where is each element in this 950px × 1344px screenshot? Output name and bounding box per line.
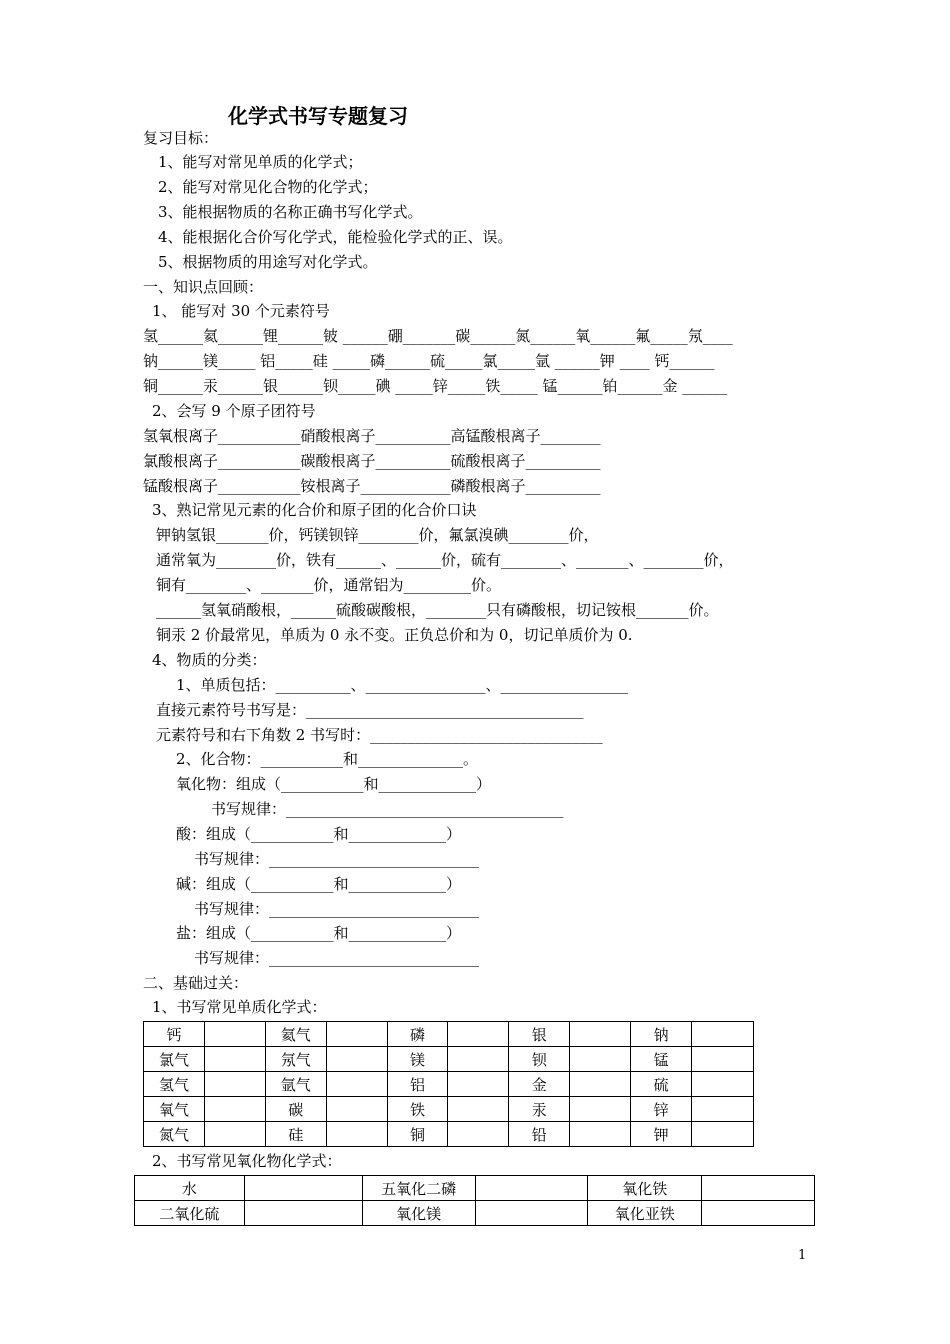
answer-cell[interactable]	[244, 1176, 362, 1201]
answer-cell[interactable]	[448, 1097, 509, 1122]
answer-cell[interactable]	[204, 1047, 265, 1072]
answer-cell[interactable]	[326, 1097, 387, 1122]
table-cell: 磷	[387, 1022, 448, 1047]
answer-cell[interactable]	[204, 1122, 265, 1147]
classify-row: 书写规律：____________________________	[194, 900, 480, 918]
goal-item: 1、能写对常见单质的化学式；	[158, 153, 363, 171]
table-cell: 硅	[265, 1122, 326, 1147]
answer-cell[interactable]	[204, 1022, 265, 1047]
valence-row: 铜有________、_______价，通常铝为_________价。	[156, 576, 502, 594]
table-row	[144, 1022, 754, 1047]
table-heading: 2、书写常见氧化物化学式：	[152, 1152, 342, 1170]
table-cell: 水	[135, 1176, 245, 1201]
page-title: 化学式书写专题复习	[228, 104, 408, 128]
answer-cell[interactable]	[570, 1022, 631, 1047]
classify-row: 2、化合物：___________和______________。	[176, 750, 479, 768]
table-row	[144, 1122, 754, 1147]
table-cell: 镁	[387, 1047, 448, 1072]
table-cell: 碳	[265, 1097, 326, 1122]
classify-row: 书写规律：_____________________________________	[211, 800, 564, 818]
answer-cell[interactable]	[326, 1072, 387, 1097]
element-row: 氢______氦______锂______铍 ______硼_______碳______氮______氧______氟_____氖____	[143, 327, 733, 345]
table-cell: 氦气	[265, 1022, 326, 1047]
answer-cell[interactable]	[204, 1097, 265, 1122]
radical-row: 氢氧根离子___________硝酸根离子__________高锰酸根离子________	[143, 427, 601, 445]
element-row: 钠______镁_____ 铝_____硅 _____磷______硫_____氯_____氩 ______钾 ____ 钙______	[143, 352, 715, 370]
elements-table	[143, 1021, 754, 1147]
table-row	[144, 1097, 754, 1122]
classify-row: 酸：组成（___________和_____________）	[176, 825, 462, 843]
classify-row: 元素符号和右下角数 2 书写时：_______________________________	[156, 726, 603, 744]
answer-cell[interactable]	[570, 1047, 631, 1072]
table-cell: 氢气	[144, 1072, 205, 1097]
answer-cell[interactable]	[702, 1176, 815, 1201]
table-cell: 五氧化二磷	[362, 1176, 475, 1201]
answer-cell[interactable]	[244, 1201, 362, 1226]
element-row: 铜______汞______银______钡_____碘 _____锌_____铁_____ 锰______铂______金 ______	[143, 377, 728, 395]
table-cell: 金	[509, 1072, 570, 1097]
table-cell: 氯气	[144, 1047, 205, 1072]
goals-heading: 复习目标：	[143, 129, 219, 147]
answer-cell[interactable]	[326, 1022, 387, 1047]
classify-row: 氧化物：组成（___________和_____________）	[176, 775, 492, 793]
table-cell: 氧气	[144, 1097, 205, 1122]
goal-item: 2、能写对常见化合物的化学式；	[158, 178, 378, 196]
radical-row: 锰酸根离子___________铵根离子____________磷酸根离子__________	[143, 477, 601, 495]
subsection-heading: 4、物质的分类：	[152, 651, 267, 669]
answer-cell[interactable]	[475, 1201, 588, 1226]
classify-row: 直接元素符号书写是：_____________________________________	[156, 701, 584, 719]
answer-cell[interactable]	[702, 1201, 815, 1226]
answer-cell[interactable]	[448, 1122, 509, 1147]
subsection-heading: 3、熟记常见元素的化合价和原子团的化合价口诀	[152, 501, 477, 519]
table-cell: 锌	[631, 1097, 692, 1122]
table-heading: 1、书写常见单质化学式：	[152, 998, 327, 1016]
answer-cell[interactable]	[475, 1176, 588, 1201]
table-row	[144, 1072, 754, 1097]
answer-cell[interactable]	[204, 1072, 265, 1097]
answer-cell[interactable]	[692, 1122, 754, 1147]
answer-cell[interactable]	[692, 1097, 754, 1122]
valence-row: 通常氧为________价，铁有______、______价，硫有________、_______、________价，	[156, 551, 734, 569]
table-row	[135, 1201, 815, 1226]
table-cell: 钠	[631, 1022, 692, 1047]
section-heading: 一、知识点回顾：	[143, 278, 264, 296]
table-cell: 铝	[387, 1072, 448, 1097]
answer-cell[interactable]	[448, 1022, 509, 1047]
subsection-heading: 2、会写 9 个原子团符号	[152, 402, 316, 420]
table-cell: 钾	[631, 1122, 692, 1147]
answer-cell[interactable]	[692, 1047, 754, 1072]
subsection-heading: 1、 能写对 30 个元素符号	[152, 302, 330, 320]
table-cell: 硫	[631, 1072, 692, 1097]
table-cell: 氮气	[144, 1122, 205, 1147]
table-cell: 汞	[509, 1097, 570, 1122]
answer-cell[interactable]	[692, 1022, 754, 1047]
table-row	[135, 1176, 815, 1201]
answer-cell[interactable]	[326, 1122, 387, 1147]
answer-cell[interactable]	[570, 1072, 631, 1097]
answer-cell[interactable]	[448, 1072, 509, 1097]
table-cell: 氩气	[265, 1072, 326, 1097]
oxides-table	[134, 1175, 815, 1226]
classify-row: 盐：组成（___________和_____________）	[176, 924, 462, 942]
section-heading: 二、基础过关：	[143, 974, 249, 992]
table-cell: 氧化镁	[362, 1201, 475, 1226]
answer-cell[interactable]	[570, 1097, 631, 1122]
classify-row: 书写规律：____________________________	[194, 850, 480, 868]
table-cell: 氖气	[265, 1047, 326, 1072]
table-cell: 锰	[631, 1047, 692, 1072]
table-cell: 钡	[509, 1047, 570, 1072]
answer-cell[interactable]	[692, 1072, 754, 1097]
valence-row: ______氢氧硝酸根，______硫酸碳酸根，________只有磷酸根，切记铵根_______价。	[156, 601, 719, 619]
table-cell: 二氧化硫	[135, 1201, 245, 1226]
radical-row: 氯酸根离子___________碳酸根离子__________硫酸根离子__________	[143, 452, 601, 470]
goal-item: 3、能根据物质的名称正确书写化学式。	[158, 203, 423, 221]
table-cell: 银	[509, 1022, 570, 1047]
table-cell: 铅	[509, 1122, 570, 1147]
table-row	[144, 1047, 754, 1072]
answer-cell[interactable]	[570, 1122, 631, 1147]
goal-item: 4、能根据化合价写化学式，能检验化学式的正、误。	[158, 228, 513, 246]
page-number: 1	[798, 1248, 807, 1263]
table-cell: 钙	[144, 1022, 205, 1047]
valence-row: 钾钠氢银_______价，钙镁钡锌________价，氟氯溴碘________价，	[156, 526, 599, 544]
table-cell: 铁	[387, 1097, 448, 1122]
classify-row: 1、单质包括：__________、________________、_________________	[176, 676, 629, 694]
table-cell: 氧化亚铁	[588, 1201, 702, 1226]
classify-row: 书写规律：____________________________	[194, 949, 480, 967]
table-cell: 氧化铁	[588, 1176, 702, 1201]
answer-cell[interactable]	[448, 1047, 509, 1072]
table-cell: 铜	[387, 1122, 448, 1147]
valence-row: 铜汞 2 价最常见，单质为 0 永不变。正负总价和为 0，切记单质价为 0.	[156, 626, 633, 644]
goal-item: 5、根据物质的用途写对化学式。	[158, 253, 378, 271]
classify-row: 碱：组成（___________和_____________）	[176, 875, 462, 893]
answer-cell[interactable]	[326, 1047, 387, 1072]
